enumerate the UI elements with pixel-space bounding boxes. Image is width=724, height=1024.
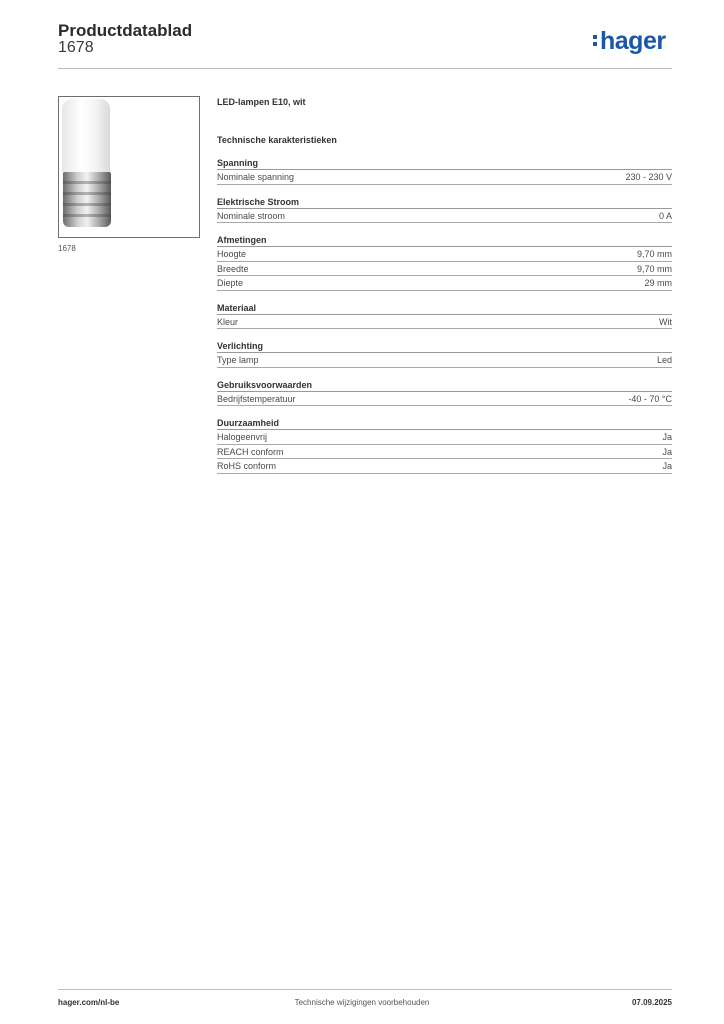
spec-value: 9,70 mm bbox=[636, 249, 672, 259]
section-title: Afmetingen bbox=[217, 233, 672, 247]
spec-value: Wit bbox=[659, 316, 672, 327]
spec-label: Halogeenvrij bbox=[217, 432, 268, 442]
spec-label: Bedrijfstemperatuur bbox=[217, 393, 296, 404]
characteristics-title: Technische karakteristieken bbox=[217, 135, 337, 145]
spec-value: Ja bbox=[662, 446, 672, 457]
spec-section bbox=[217, 195, 672, 224]
spec-row bbox=[217, 262, 672, 277]
spec-label: Diepte bbox=[217, 278, 244, 288]
hager-logo bbox=[593, 27, 666, 56]
spec-label: Kleur bbox=[217, 316, 239, 327]
spec-section bbox=[217, 156, 672, 185]
product-number: 1678 bbox=[58, 39, 94, 56]
spec-value: 0 A bbox=[658, 210, 672, 221]
spec-value: Ja bbox=[662, 461, 672, 471]
spec-label: Nominale spanning bbox=[217, 172, 295, 182]
section-title: Verlichting bbox=[217, 339, 672, 353]
spec-value: 9,70 mm bbox=[636, 263, 672, 274]
spec-value: 29 mm bbox=[644, 278, 672, 288]
footer-website: hager.com/nl-be bbox=[58, 998, 120, 1007]
logo-text: hager bbox=[600, 27, 666, 55]
spec-row bbox=[217, 315, 672, 330]
spec-section bbox=[217, 301, 672, 330]
section-title: Materiaal bbox=[217, 301, 672, 315]
image-caption: 1678 bbox=[58, 244, 76, 253]
spec-section bbox=[217, 233, 672, 291]
led-lamp-cap-image bbox=[62, 99, 110, 176]
spec-label: Hoogte bbox=[217, 249, 247, 259]
footer-date: 07.09.2025 bbox=[631, 998, 672, 1007]
section-title: Spanning bbox=[217, 156, 672, 170]
footer-disclaimer: Technische wijzigingen voorbehouden bbox=[294, 998, 430, 1007]
lamp-thread-line bbox=[63, 203, 111, 206]
footer-divider bbox=[58, 989, 672, 990]
spec-row bbox=[217, 247, 672, 262]
logo-dots-icon bbox=[593, 32, 598, 49]
lamp-thread-line bbox=[63, 181, 111, 184]
spec-section bbox=[217, 378, 672, 407]
spec-label: REACH conform bbox=[217, 446, 284, 457]
spec-label: RoHS conform bbox=[217, 461, 277, 471]
spec-value: -40 - 70 °C bbox=[628, 393, 672, 404]
spec-row bbox=[217, 170, 672, 185]
spec-label: Nominale stroom bbox=[217, 210, 286, 221]
spec-row bbox=[217, 209, 672, 224]
lamp-thread-line bbox=[63, 214, 111, 217]
lamp-thread-line bbox=[63, 192, 111, 195]
header-divider bbox=[58, 68, 672, 69]
spec-row bbox=[217, 392, 672, 407]
spec-value: Ja bbox=[662, 432, 672, 442]
spec-section bbox=[217, 416, 672, 474]
section-title: Duurzaamheid bbox=[217, 416, 672, 430]
spec-row bbox=[217, 276, 672, 291]
spec-sections bbox=[217, 156, 672, 474]
spec-row bbox=[217, 430, 672, 445]
spec-value: Led bbox=[656, 355, 672, 365]
product-name: LED-lampen E10, wit bbox=[217, 97, 306, 107]
spec-label: Type lamp bbox=[217, 355, 259, 365]
spec-label: Breedte bbox=[217, 263, 249, 274]
spec-row bbox=[217, 459, 672, 474]
section-title: Gebruiksvoorwaarden bbox=[217, 378, 672, 392]
spec-row bbox=[217, 353, 672, 368]
page-title: Productdatablad bbox=[58, 21, 193, 40]
spec-value: 230 - 230 V bbox=[625, 172, 672, 182]
section-title: Elektrische Stroom bbox=[217, 195, 672, 209]
spec-section bbox=[217, 339, 672, 368]
spec-row bbox=[217, 445, 672, 460]
spec-content bbox=[217, 96, 672, 474]
